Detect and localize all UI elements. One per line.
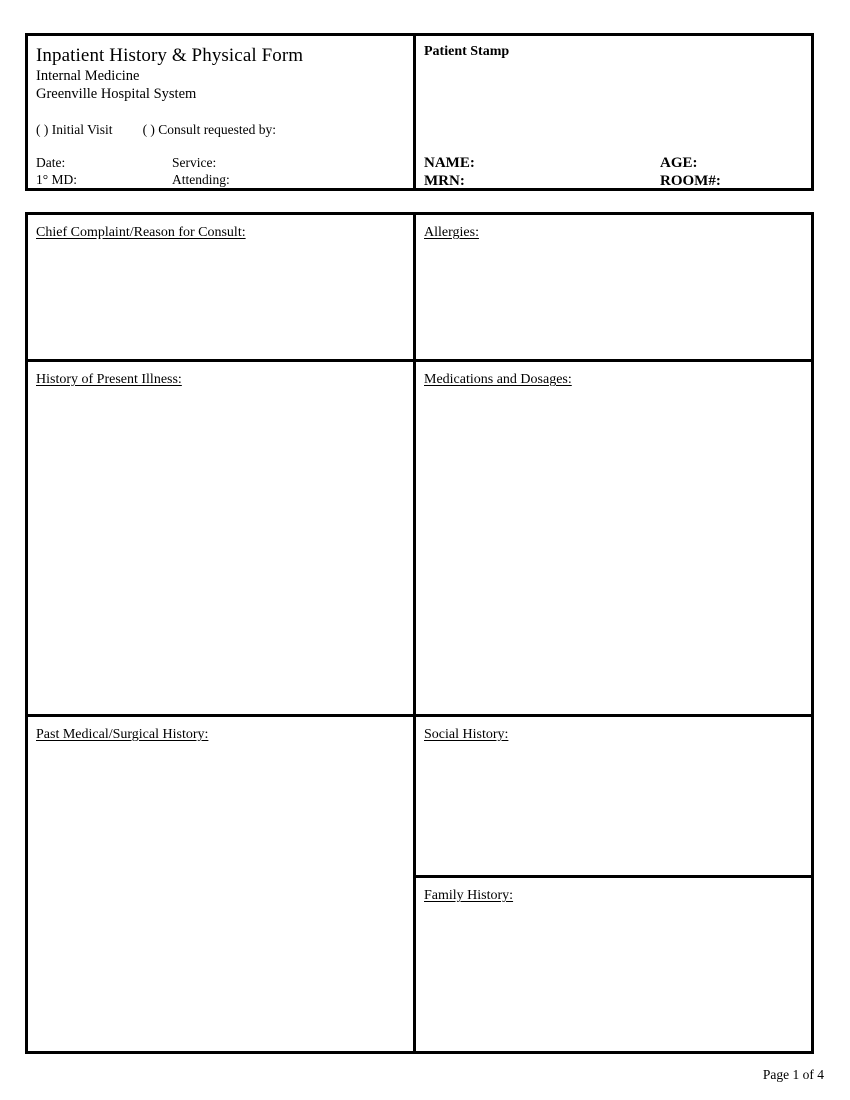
md-attending-row [36, 172, 230, 189]
section-chief-complaint[interactable] [28, 215, 413, 359]
initial-visit-checkbox[interactable]: ( ) Initial Visit [36, 122, 113, 137]
form-identity-block [28, 36, 416, 188]
page-number-footer: Page 1 of 4 [762, 1067, 824, 1082]
patient-name-label[interactable]: NAME: [424, 155, 475, 171]
allergies-label: Allergies: [424, 225, 479, 240]
date-field-label[interactable]: Date: [36, 155, 66, 170]
form-body-table [25, 212, 814, 1054]
form-left-column [28, 215, 416, 1051]
service-field-label[interactable]: Service: [172, 155, 217, 170]
section-family-history[interactable] [416, 875, 811, 1051]
page-title: Inpatient History & Physical Form [36, 45, 304, 66]
patient-stamp-title: Patient Stamp [424, 44, 510, 59]
attending-field-label[interactable]: Attending: [172, 171, 230, 187]
patient-room-label[interactable]: ROOM#: [660, 173, 721, 189]
section-history-present-illness[interactable] [28, 359, 413, 714]
patient-mrn-label[interactable]: MRN: [424, 173, 465, 189]
section-medications[interactable] [416, 359, 811, 714]
history-present-illness-label: History of Present Illness: [36, 372, 182, 387]
name-age-row [424, 154, 721, 172]
patient-stamp-box [416, 36, 811, 188]
form-right-column [416, 215, 811, 1051]
form-header [25, 33, 814, 191]
section-past-medical-surgical-history[interactable] [28, 714, 413, 1051]
past-medical-surgical-history-label: Past Medical/Surgical History: [36, 727, 209, 742]
patient-age-label[interactable]: AGE: [660, 155, 698, 171]
mrn-room-row [424, 172, 721, 190]
section-social-history[interactable] [416, 714, 811, 875]
date-service-row [36, 155, 230, 172]
institution-label: Greenville Hospital System [36, 86, 197, 102]
consult-requested-checkbox[interactable]: ( ) Consult requested by: [142, 122, 277, 137]
encounter-meta-fields [36, 155, 230, 188]
section-allergies[interactable] [416, 215, 811, 359]
primary-md-field-label[interactable]: 1° MD: [36, 171, 78, 187]
family-history-label: Family History: [424, 888, 514, 903]
department-label: Internal Medicine [36, 68, 140, 84]
medications-label: Medications and Dosages: [424, 372, 572, 387]
patient-stamp-fields [424, 154, 721, 190]
social-history-label: Social History: [424, 727, 509, 742]
chief-complaint-label: Chief Complaint/Reason for Consult: [36, 225, 246, 240]
visit-type-options [36, 122, 276, 138]
